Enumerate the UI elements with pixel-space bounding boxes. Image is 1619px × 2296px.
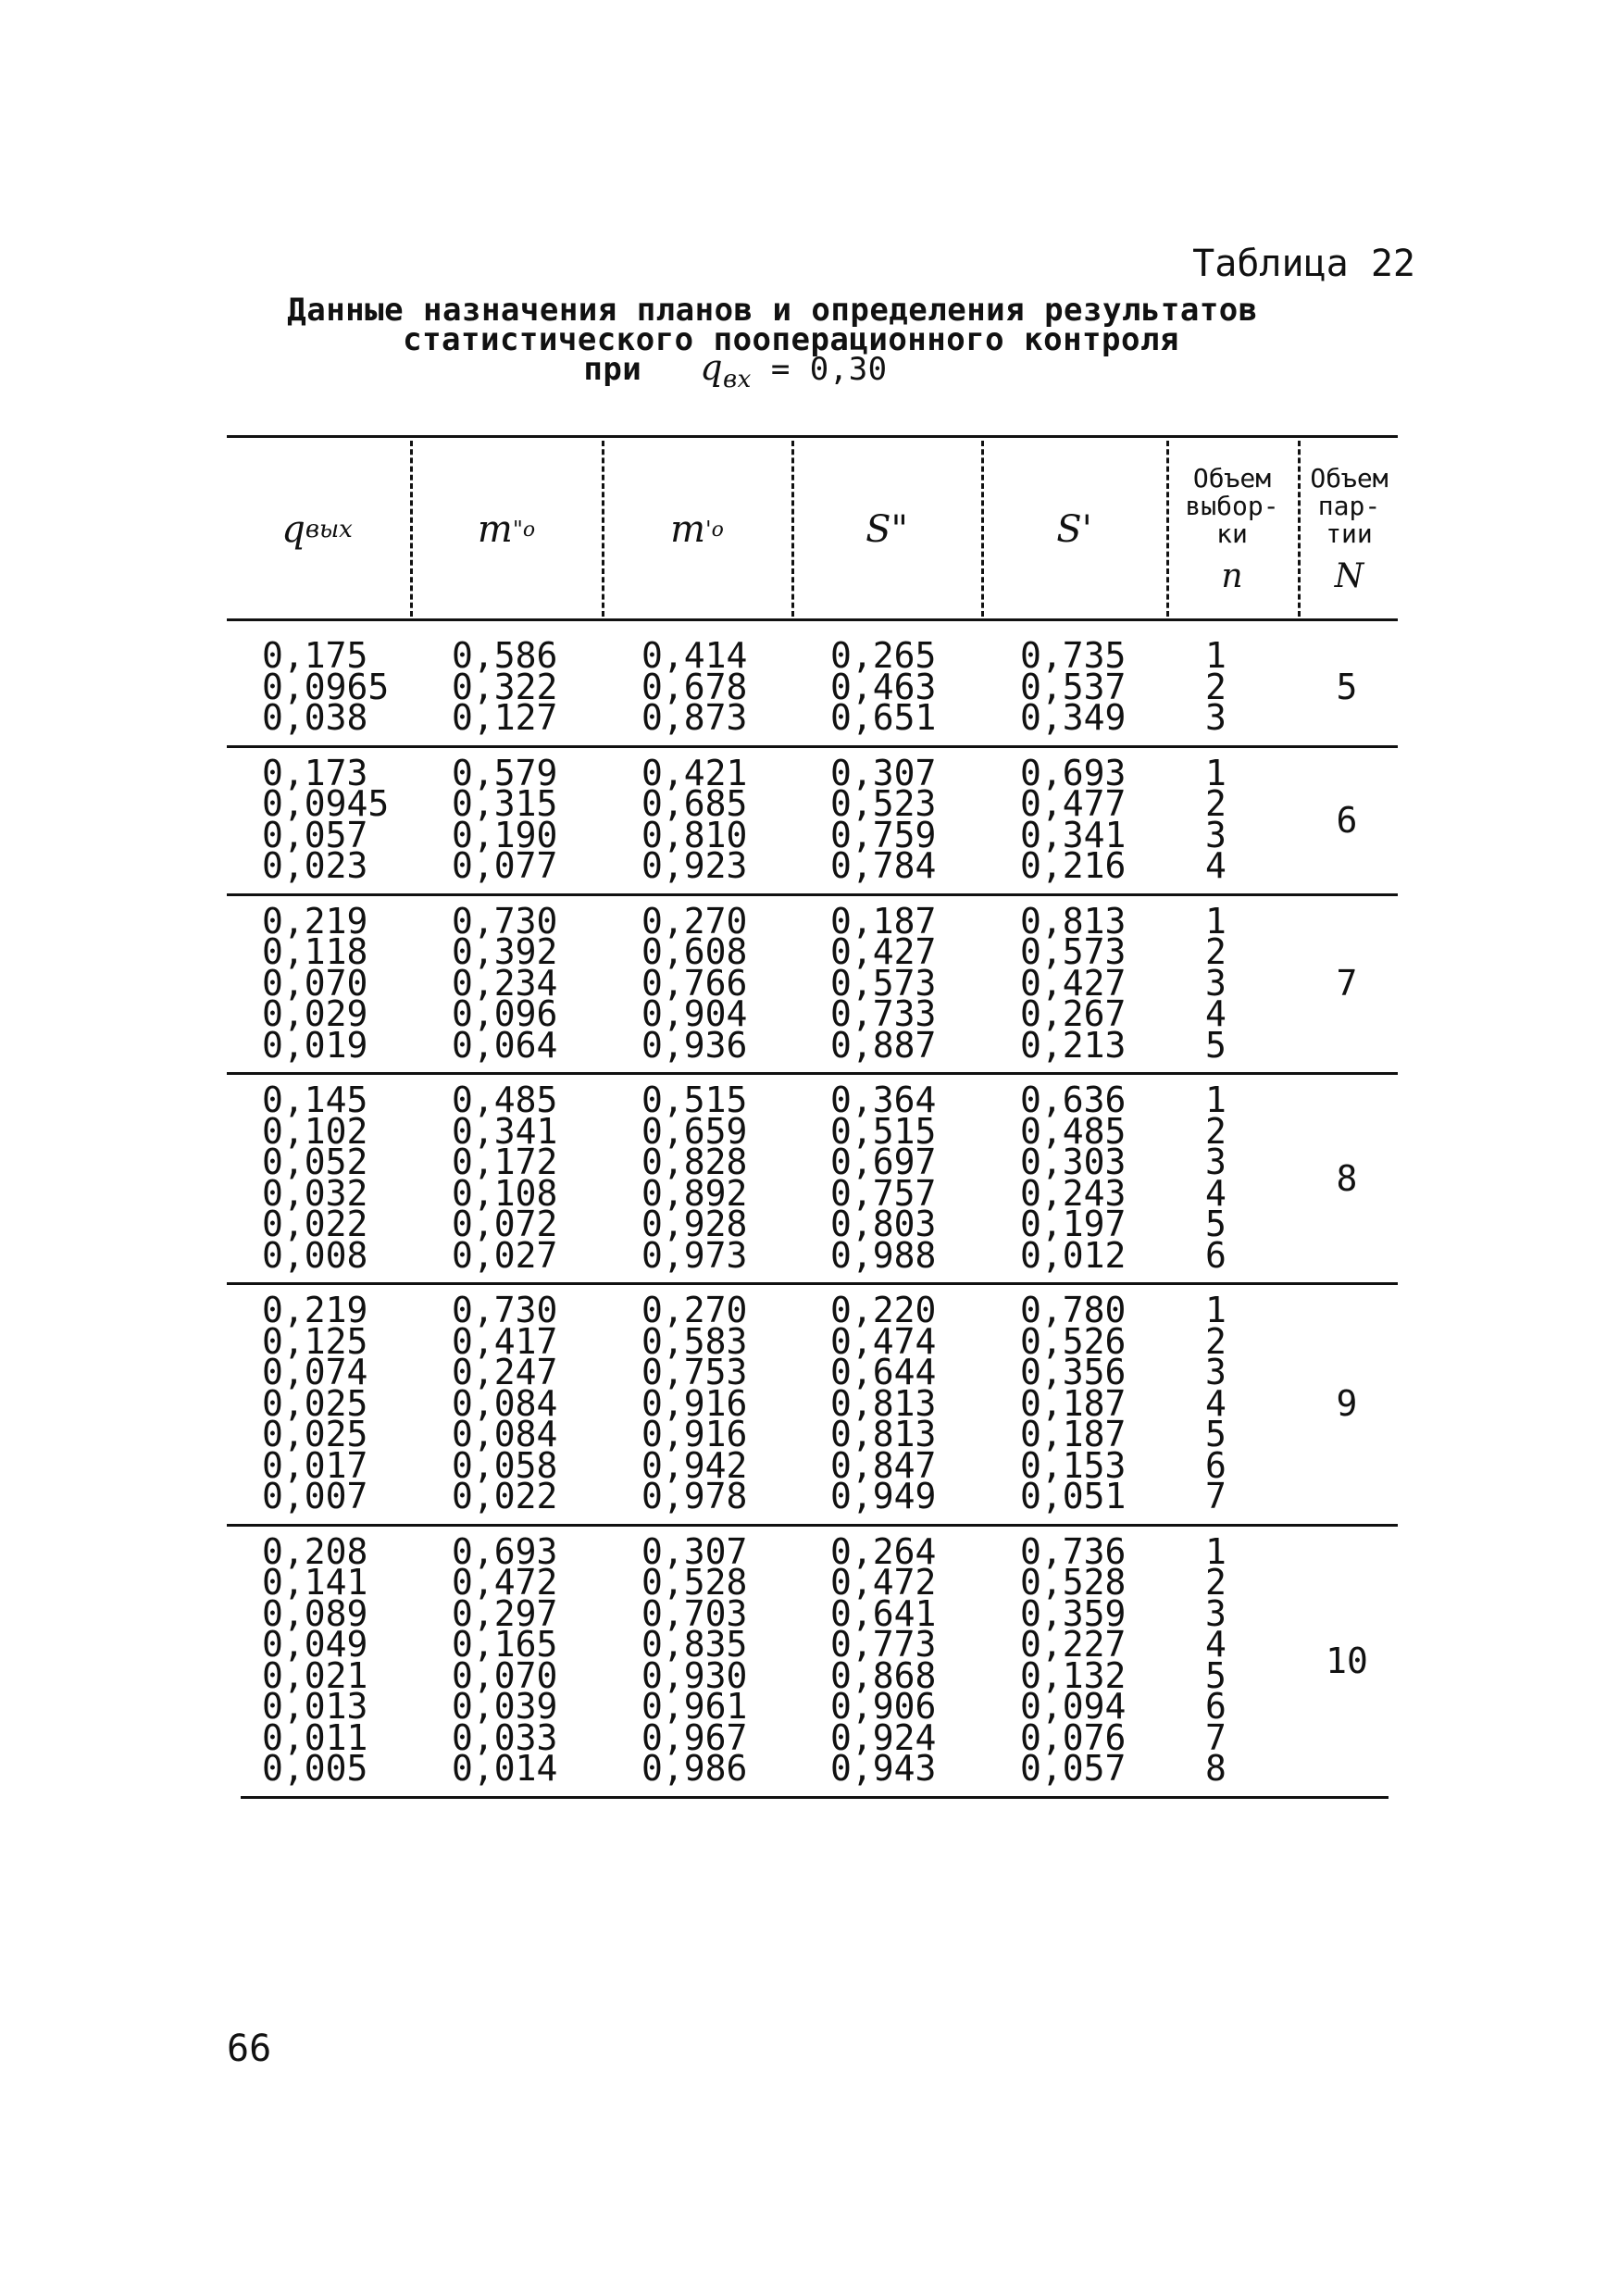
header-m-o-double-sub: o: [522, 518, 536, 542]
s-single-column: [1020, 752, 1127, 886]
m-o-double-column: [452, 1290, 558, 1516]
table-cell: 0,685: [641, 783, 748, 824]
s-single-column: [1020, 1290, 1127, 1516]
table-cell: 6: [1205, 1444, 1227, 1486]
table-cell: 0,127: [452, 697, 558, 738]
table-cell: 0,949: [830, 1476, 937, 1516]
table-cell: 0,190: [452, 814, 558, 855]
m-o-single-column: [641, 1079, 748, 1276]
table-cell: 0,659: [641, 1110, 748, 1152]
table-cell: 0,463: [830, 666, 937, 707]
table-cell: 0,364: [830, 1079, 937, 1120]
table-bottom-rule: [241, 1796, 1389, 1799]
table-cell: 0,0965: [262, 666, 390, 707]
table-cell: 0,187: [830, 900, 937, 942]
table-cell: 0,356: [1020, 1352, 1127, 1392]
table-cell: 2: [1205, 783, 1227, 824]
table-cell: 0,573: [830, 962, 937, 1004]
table-cell: 0,021: [262, 1654, 368, 1696]
table-cell: 0,485: [1020, 1110, 1127, 1152]
table-row-group: [227, 900, 1398, 1066]
table-cell: 5: [1205, 1414, 1227, 1454]
table-cell: 0,008: [262, 1234, 368, 1276]
table-cell: 0,427: [830, 931, 937, 972]
lot-size-cell: 9: [1336, 1383, 1358, 1425]
table-cell: 0,058: [452, 1444, 558, 1486]
table-title-line-3: [0, 347, 1545, 395]
table-cell: 0,012: [1020, 1234, 1127, 1276]
table-cell: 0,586: [452, 635, 558, 676]
table-cell: 0,697: [830, 1142, 937, 1182]
table-cell: 0,187: [1020, 1382, 1127, 1424]
table-cell: 0,220: [830, 1290, 937, 1330]
table-cell: 0,810: [641, 814, 748, 855]
table-cell: 0,0945: [262, 783, 390, 824]
group-separator-rule: [227, 1072, 1398, 1075]
table-cell: 0,528: [1020, 1562, 1127, 1603]
table-cell: 0,270: [641, 1290, 748, 1330]
table-cell: 0,070: [452, 1654, 558, 1696]
sample-size-column: [1205, 635, 1227, 738]
table-cell: 0,019: [262, 1024, 368, 1066]
table-cell: 0,341: [1020, 814, 1127, 855]
table-cell: 0,515: [830, 1110, 937, 1152]
table-cell: 0,102: [262, 1110, 368, 1152]
table-cell: 0,307: [641, 1530, 748, 1572]
table-cell: 0,928: [641, 1204, 748, 1244]
table-cell: 0,077: [452, 845, 558, 886]
header-m-o-double-sup: ": [512, 517, 523, 543]
table-cell: 0,477: [1020, 783, 1127, 824]
sample-size-column: [1205, 900, 1227, 1066]
table-cell: 0,887: [830, 1024, 937, 1066]
table-cell: 0,733: [830, 993, 937, 1034]
table-cell: 0,693: [452, 1530, 558, 1572]
table-cell: 0,197: [1020, 1204, 1127, 1244]
table-cell: 3: [1205, 1142, 1227, 1182]
table-cell: 0,051: [1020, 1476, 1127, 1516]
table-row-group: [227, 1530, 1398, 1789]
q-out-column: [262, 1079, 368, 1276]
table-cell: 0,986: [641, 1748, 748, 1789]
q-out-column: [262, 635, 390, 738]
table-cell: 0,264: [830, 1530, 937, 1572]
table-cell: 0,924: [830, 1716, 937, 1758]
table-row-group: [227, 635, 1398, 738]
table-cell: 0,828: [641, 1142, 748, 1182]
table-cell: 1: [1205, 1290, 1227, 1330]
m-o-double-column: [452, 752, 558, 886]
table-cell: 0,172: [452, 1142, 558, 1182]
table-cell: 0,392: [452, 931, 558, 972]
table-cell: 0,084: [452, 1414, 558, 1454]
table-cell: 0,759: [830, 814, 937, 855]
table-cell: 1: [1205, 1079, 1227, 1120]
table-cell: 0,942: [641, 1444, 748, 1486]
table-cell: 0,472: [830, 1562, 937, 1603]
m-o-double-column: [452, 1530, 558, 1789]
table-top-rule: [227, 435, 1398, 438]
table-cell: 0,027: [452, 1234, 558, 1276]
table-cell: 0,307: [830, 752, 937, 793]
header-m-o-single-symbol: m: [670, 508, 706, 551]
table-cell: 0,039: [452, 1686, 558, 1727]
s-double-column: [830, 900, 937, 1066]
group-separator-rule: [227, 1524, 1398, 1527]
s-double-column: [830, 1530, 937, 1789]
table-cell: 0,125: [262, 1320, 368, 1362]
table-title-line-1: Данные назначения планов и определения результатов: [287, 292, 1258, 329]
table-cell: 0,234: [452, 962, 558, 1004]
group-separator-rule: [227, 745, 1398, 748]
table-cell: 0,265: [830, 635, 937, 676]
table-cell: 6: [1205, 1686, 1227, 1727]
table-cell: 0,227: [1020, 1624, 1127, 1665]
table-cell: 2: [1205, 666, 1227, 707]
table-cell: 0,208: [262, 1530, 368, 1572]
group-separator-rule: [227, 1282, 1398, 1285]
table-cell: 0,780: [1020, 1290, 1127, 1330]
s-double-column: [830, 1290, 937, 1516]
table-cell: 0,906: [830, 1686, 937, 1727]
table-cell: 0,013: [262, 1686, 368, 1727]
s-double-column: [830, 752, 937, 886]
table-cell: 0,988: [830, 1234, 937, 1276]
table-cell: 0,084: [452, 1382, 558, 1424]
header-m-o-double-symbol: m: [477, 508, 513, 551]
table-cell: 0,730: [452, 1290, 558, 1330]
lot-size-cell: 10: [1326, 1640, 1368, 1681]
table-cell: 1: [1205, 1530, 1227, 1572]
s-single-column: [1020, 1079, 1127, 1276]
table-cell: 0,936: [641, 1024, 748, 1066]
table-row-group: [227, 1290, 1398, 1516]
table-cell: 1: [1205, 752, 1227, 793]
table-cell: 0,108: [452, 1172, 558, 1214]
table-cell: 0,636: [1020, 1079, 1127, 1120]
table-cell: 0,033: [452, 1716, 558, 1758]
table-cell: 0,359: [1020, 1592, 1127, 1634]
table-cell: 0,057: [262, 814, 368, 855]
table-cell: 0,216: [1020, 845, 1127, 886]
table-cell: 4: [1205, 993, 1227, 1034]
table-cell: 0,032: [262, 1172, 368, 1214]
q-in-subscript: вх: [723, 365, 752, 393]
table-cell: 0,049: [262, 1624, 368, 1665]
header-m-o-double: [413, 441, 600, 618]
table-cell: 0,052: [262, 1142, 368, 1182]
m-o-single-column: [641, 752, 748, 886]
table-cell: 0,141: [262, 1562, 368, 1603]
s-double-column: [830, 1079, 937, 1276]
lot-size-cell: 7: [1336, 963, 1358, 1004]
table-cell: 0,916: [641, 1382, 748, 1424]
m-o-single-column: [641, 635, 748, 738]
table-cell: 5: [1205, 1654, 1227, 1696]
m-o-double-column: [452, 900, 558, 1066]
header-sample-size: [1169, 441, 1295, 618]
table-cell: 5: [1205, 1024, 1227, 1066]
table-cell: 0,873: [641, 697, 748, 738]
table-cell: 5: [1205, 1204, 1227, 1244]
table-cell: 3: [1205, 697, 1227, 738]
table-cell: 0,165: [452, 1624, 558, 1665]
table-cell: 4: [1205, 1382, 1227, 1424]
q-out-column: [262, 900, 368, 1066]
table-row-group: [227, 1079, 1398, 1276]
table-label: Таблица 22: [1192, 243, 1415, 285]
table-cell: 2: [1205, 1110, 1227, 1152]
table-cell: 0,243: [1020, 1172, 1127, 1214]
table-cell: 0,175: [262, 635, 368, 676]
table-cell: 4: [1205, 1624, 1227, 1665]
table-cell: 0,022: [452, 1476, 558, 1516]
table-cell: 0,417: [452, 1320, 558, 1362]
header-q-out-symbol: q: [281, 508, 305, 551]
table-cell: 0,485: [452, 1079, 558, 1120]
table-cell: 0,213: [1020, 1024, 1127, 1066]
table-cell: 0,973: [641, 1234, 748, 1276]
table-cell: 0,472: [452, 1562, 558, 1603]
q-out-column: [262, 752, 390, 886]
table-cell: 0,579: [452, 752, 558, 793]
table-cell: 0,803: [830, 1204, 937, 1244]
m-o-single-column: [641, 1290, 748, 1516]
sample-size-column: [1205, 752, 1227, 886]
m-o-single-column: [641, 900, 748, 1066]
table-cell: 0,007: [262, 1476, 368, 1516]
table-cell: 0,784: [830, 845, 937, 886]
s-single-column: [1020, 635, 1127, 738]
table-cell: 0,835: [641, 1624, 748, 1665]
lot-size-cell: 6: [1336, 799, 1358, 841]
table-cell: 2: [1205, 931, 1227, 972]
table-cell: 0,693: [1020, 752, 1127, 793]
sample-size-column: [1205, 1290, 1227, 1516]
table-cell: 0,930: [641, 1654, 748, 1696]
table-cell: 0,943: [830, 1748, 937, 1789]
table-cell: 0,315: [452, 783, 558, 824]
header-q-out-sub: вых: [305, 516, 353, 543]
header-lot-size: [1301, 441, 1398, 618]
q-in-symbol: q: [700, 347, 724, 388]
table-cell: 0,813: [830, 1414, 937, 1454]
table-cell: 0,608: [641, 931, 748, 972]
table-cell: 3: [1205, 1592, 1227, 1634]
m-o-double-column: [452, 635, 558, 738]
table-cell: 7: [1205, 1716, 1227, 1758]
s-single-column: [1020, 1530, 1127, 1789]
group-separator-rule: [227, 893, 1398, 896]
table-cell: 0,341: [452, 1110, 558, 1152]
table-cell: 0,978: [641, 1476, 748, 1516]
table-cell: 0,766: [641, 962, 748, 1004]
lot-size-cell: 5: [1336, 667, 1358, 708]
table-cell: 0,961: [641, 1686, 748, 1727]
table-cell: 0,005: [262, 1748, 368, 1789]
q-in-value: = 0,30: [770, 351, 888, 388]
table-cell: 0,247: [452, 1352, 558, 1392]
table-cell: 0,757: [830, 1172, 937, 1214]
table-cell: 0,526: [1020, 1320, 1127, 1362]
table-cell: 0,096: [452, 993, 558, 1034]
table-cell: 0,967: [641, 1716, 748, 1758]
table-cell: 0,847: [830, 1444, 937, 1486]
table-cell: 0,322: [452, 666, 558, 707]
m-o-single-column: [641, 1530, 748, 1789]
table-cell: 0,038: [262, 697, 368, 738]
table-cell: 4: [1205, 845, 1227, 886]
table-cell: 7: [1205, 1476, 1227, 1516]
table-cell: 0,651: [830, 697, 937, 738]
sample-size-column: [1205, 1079, 1227, 1276]
sample-size-column: [1205, 1530, 1227, 1789]
table-cell: 0,421: [641, 752, 748, 793]
table-cell: 0,678: [641, 666, 748, 707]
table-cell: 0,173: [262, 752, 368, 793]
table-cell: 0,011: [262, 1716, 368, 1758]
table-cell: 0,014: [452, 1748, 558, 1789]
lot-size-cell: 8: [1336, 1157, 1358, 1199]
header-s-single: S': [1056, 508, 1092, 551]
table-cell: 0,868: [830, 1654, 937, 1696]
header-m-o-single: [604, 441, 790, 618]
table-cell: 0,773: [830, 1624, 937, 1665]
table-cell: 0,070: [262, 962, 368, 1004]
table-cell: 0,025: [262, 1382, 368, 1424]
q-out-column: [262, 1290, 368, 1516]
table-cell: 0,187: [1020, 1414, 1127, 1454]
table-cell: 0,813: [1020, 900, 1127, 942]
table-cell: 1: [1205, 635, 1227, 676]
table-cell: 0,074: [262, 1352, 368, 1392]
header-bottom-rule: [227, 618, 1398, 621]
table-cell: 0,064: [452, 1024, 558, 1066]
table-cell: 3: [1205, 1352, 1227, 1392]
table-cell: 0,118: [262, 931, 368, 972]
m-o-double-column: [452, 1079, 558, 1276]
table-cell: 0,094: [1020, 1686, 1127, 1727]
table-cell: 0,029: [262, 993, 368, 1034]
table-cell: 0,904: [641, 993, 748, 1034]
table-cell: 0,753: [641, 1352, 748, 1392]
table-cell: 0,153: [1020, 1444, 1127, 1486]
table-cell: 0,583: [641, 1320, 748, 1362]
table-cell: 0,219: [262, 900, 368, 942]
table-cell: 0,297: [452, 1592, 558, 1634]
table-cell: 3: [1205, 962, 1227, 1004]
table-cell: 0,267: [1020, 993, 1127, 1034]
header-sample-size-text: Объем выбор- ки: [1185, 462, 1279, 549]
table-row-group: [227, 752, 1398, 886]
table-cell: 3: [1205, 814, 1227, 855]
table-cell: 0,916: [641, 1414, 748, 1454]
table-cell: 0,813: [830, 1382, 937, 1424]
table-cell: 0,132: [1020, 1654, 1127, 1696]
table-cell: 0,022: [262, 1204, 368, 1244]
table-header: [227, 441, 1398, 618]
table-cell: 2: [1205, 1562, 1227, 1603]
table-cell: 0,427: [1020, 962, 1127, 1004]
table-cell: 0,270: [641, 900, 748, 942]
table-cell: 0,573: [1020, 931, 1127, 972]
header-m-o-single-sup: ': [705, 517, 712, 543]
table-title-line-2: статистического пооперационного контроля: [403, 321, 1179, 358]
table-cell: 0,076: [1020, 1716, 1127, 1758]
table-cell: 0,474: [830, 1320, 937, 1362]
s-double-column: [830, 635, 937, 738]
table-cell: 0,017: [262, 1444, 368, 1486]
table-cell: 0,515: [641, 1079, 748, 1120]
table-cell: 0,219: [262, 1290, 368, 1330]
table-cell: 0,892: [641, 1172, 748, 1214]
q-out-column: [262, 1530, 368, 1789]
header-sample-size-symbol: n: [1221, 556, 1243, 595]
header-q-out: [227, 441, 407, 618]
table-cell: 0,523: [830, 783, 937, 824]
table-cell: 0,303: [1020, 1142, 1127, 1182]
table-cell: 0,923: [641, 845, 748, 886]
title-prefix: при: [583, 351, 642, 388]
table-cell: 0,528: [641, 1562, 748, 1603]
header-lot-size-text: Объем пар- тии: [1310, 462, 1389, 549]
table-cell: 0,735: [1020, 635, 1127, 676]
table-cell: 0,025: [262, 1414, 368, 1454]
table-cell: 0,537: [1020, 666, 1127, 707]
table-cell: 0,089: [262, 1592, 368, 1634]
page-number: 66: [227, 2028, 272, 2070]
table-cell: 0,644: [830, 1352, 937, 1392]
table-cell: 0,641: [830, 1592, 937, 1634]
header-lot-size-symbol: N: [1334, 556, 1364, 595]
table-cell: 2: [1205, 1320, 1227, 1362]
s-single-column: [1020, 900, 1127, 1066]
table-cell: 0,736: [1020, 1530, 1127, 1572]
table-cell: 4: [1205, 1172, 1227, 1214]
table-cell: 0,349: [1020, 697, 1127, 738]
header-m-o-single-sub: o: [711, 518, 724, 542]
table-cell: 0,057: [1020, 1748, 1127, 1789]
table-cell: 0,730: [452, 900, 558, 942]
table-cell: 6: [1205, 1234, 1227, 1276]
table-cell: 0,145: [262, 1079, 368, 1120]
table-cell: 8: [1205, 1748, 1227, 1789]
table-cell: 0,414: [641, 635, 748, 676]
header-s-double: S": [866, 508, 908, 551]
table-cell: 0,072: [452, 1204, 558, 1244]
table-cell: 0,023: [262, 845, 368, 886]
table-cell: 0,703: [641, 1592, 748, 1634]
table-cell: 1: [1205, 900, 1227, 942]
